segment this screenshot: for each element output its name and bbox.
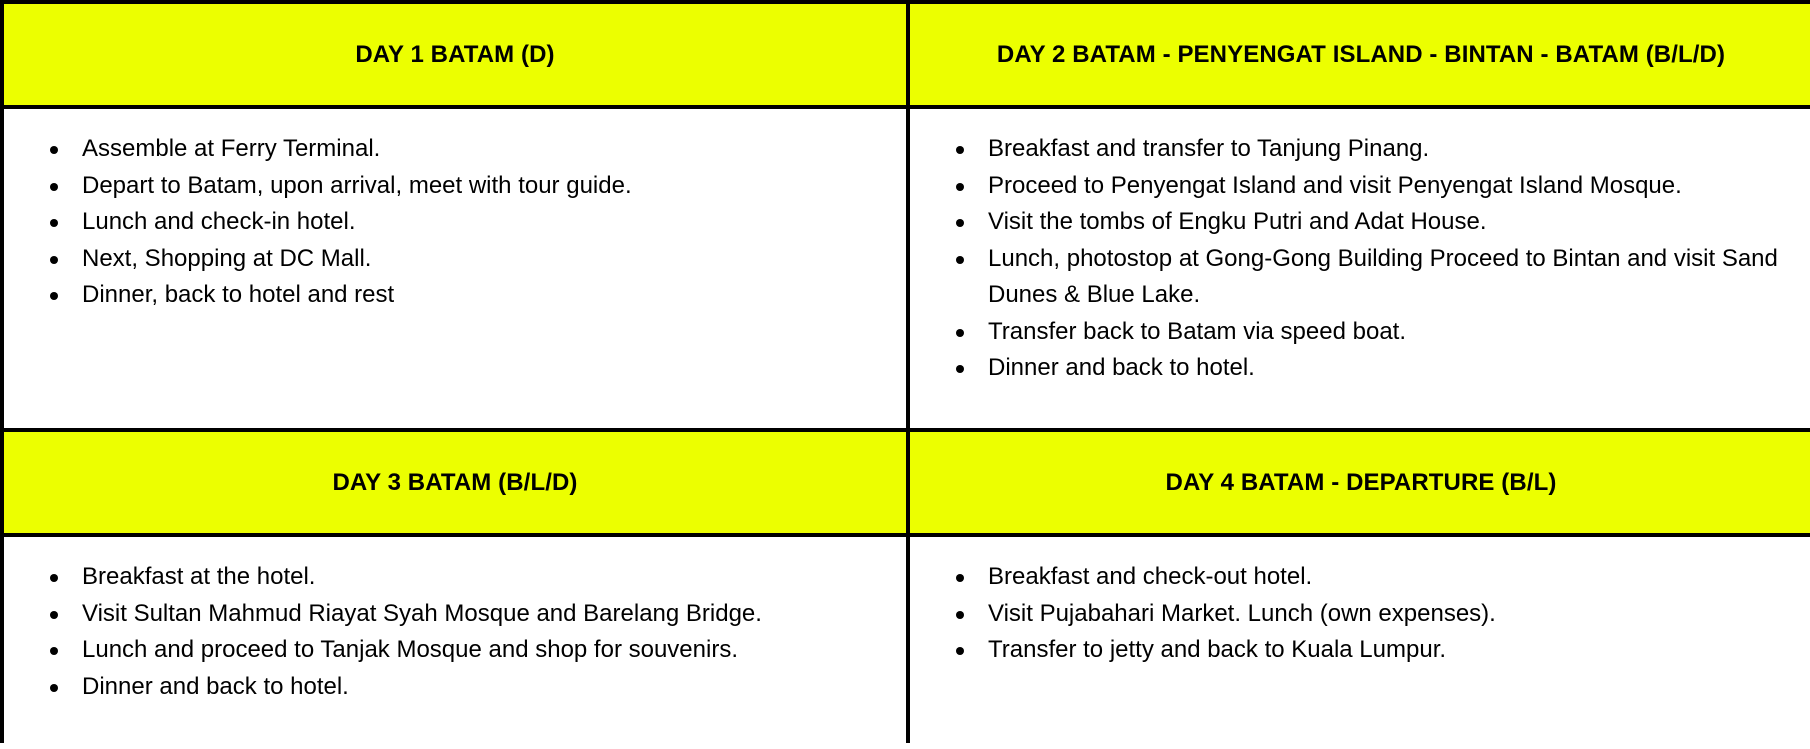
activity-item: Lunch and check-in hotel.	[44, 204, 876, 241]
activity-item: Breakfast and transfer to Tanjung Pinang.	[950, 131, 1782, 168]
day-1-header	[4, 4, 906, 105]
activity-item: Proceed to Penyengat Island and visit Penyengat Island Mosque.	[950, 168, 1782, 205]
activity-item: Dinner and back to hotel.	[44, 669, 876, 706]
day-4-header	[910, 432, 1810, 533]
activity-item: Dinner, back to hotel and rest	[44, 277, 876, 314]
activity-item: Lunch and proceed to Tanjak Mosque and shop for souvenirs.	[44, 632, 876, 669]
activity-item: Visit the tombs of Engku Putri and Adat House.	[950, 204, 1782, 241]
day-1-activity-list	[44, 131, 876, 314]
day-3-activities	[4, 537, 906, 749]
activity-item: Lunch, photostop at Gong-Gong Building Proceed to Bintan and visit Sand Dunes & Blue Lake.	[950, 241, 1782, 314]
activity-item: Breakfast and check-out hotel.	[950, 559, 1782, 596]
activity-item: Dinner and back to hotel.	[950, 350, 1782, 387]
day-4-title: DAY 4 BATAM - DEPARTURE (B/L)	[1165, 468, 1557, 496]
activity-item: Transfer to jetty and back to Kuala Lumpur.	[950, 632, 1782, 669]
day-4-activity-list	[950, 559, 1782, 669]
activity-item: Visit Sultan Mahmud Riayat Syah Mosque and Barelang Bridge.	[44, 596, 876, 633]
activity-item: Visit Pujabahari Market. Lunch (own expenses).	[950, 596, 1782, 633]
day-4-activities	[910, 537, 1810, 749]
activity-item: Depart to Batam, upon arrival, meet with tour guide.	[44, 168, 876, 205]
day-2-title: DAY 2 BATAM - PENYENGAT ISLAND - BINTAN - BATAM (B/L/D)	[996, 40, 1726, 68]
day-1-activities	[4, 109, 906, 428]
activity-item: Next, Shopping at DC Mall.	[44, 241, 876, 278]
day-3-activity-list	[44, 559, 876, 705]
day-1-title: DAY 1 BATAM (D)	[355, 40, 555, 68]
day-2-activity-list	[950, 131, 1782, 387]
activity-item: Assemble at Ferry Terminal.	[44, 131, 876, 168]
activity-item: Transfer back to Batam via speed boat.	[950, 314, 1782, 351]
day-2-activities	[910, 109, 1810, 428]
day-3-header	[4, 432, 906, 533]
day-2-header	[910, 4, 1810, 105]
activity-item: Breakfast at the hotel.	[44, 559, 876, 596]
day-3-title: DAY 3 BATAM (B/L/D)	[332, 468, 578, 496]
